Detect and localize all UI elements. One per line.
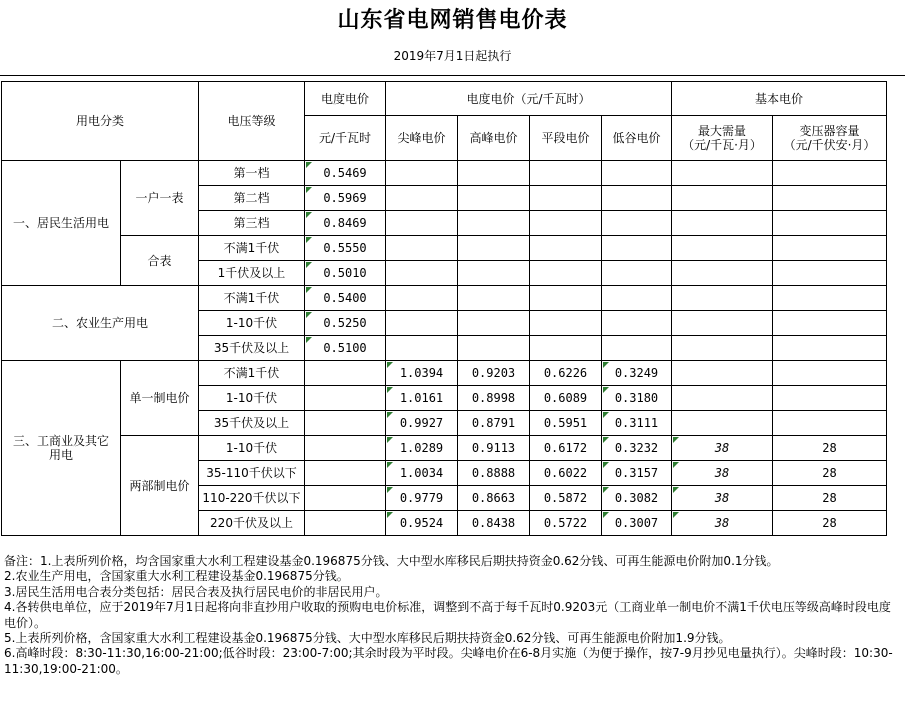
flat-price-cell: 0.6022 (530, 461, 602, 486)
category-commercial-label: 三、工商业及其它 (12, 434, 109, 448)
voltage-cell: 第二档 (199, 186, 305, 211)
valley-price-cell: 0.3157 (602, 461, 672, 486)
flat-price-cell: 0.6089 (530, 386, 602, 411)
peak-price-cell: 0.8663 (458, 486, 530, 511)
flat-price-cell: 0.6172 (530, 436, 602, 461)
header-tou-price: 电度电价（元/千瓦时） (386, 82, 672, 116)
capacity-cell: 28 (773, 486, 887, 511)
peak-price-cell: 0.9113 (458, 436, 530, 461)
voltage-cell: 不满1千伏 (199, 361, 305, 386)
sharp-price-cell: 1.0034 (386, 461, 458, 486)
voltage-cell: 第一档 (199, 161, 305, 186)
header-usage-category: 用电分类 (2, 82, 199, 161)
energy-price-cell: 0.5400 (305, 286, 386, 311)
table-row (2, 161, 887, 186)
voltage-cell: 1-10千伏 (199, 386, 305, 411)
valley-price-cell: 0.3007 (602, 511, 672, 536)
note-4: 4.各转供电单位，应于2019年7月1日起将向非直抄用户收取的预购电电价标准，调整到不高于每千瓦时0.9203元（工商业单一制电价不满1千伏电压等级高峰时段电度电价）。 (4, 600, 891, 630)
header-transformer-label: 变压器容量 (799, 124, 860, 138)
max-demand-cell: 38 (672, 461, 773, 486)
flat-price-cell: 0.5951 (530, 411, 602, 436)
note-5: 5.上表所列价格，含国家重大水利工程建设基金0.196875分钱、大中型水库移民后期扶持资金0.62分钱、可再生能源电价附加1.9分钱。 (4, 631, 731, 646)
voltage-cell: 1-10千伏 (199, 311, 305, 336)
energy-price-cell: 0.5010 (305, 261, 386, 286)
note-6: 6.高峰时段：8:30-11:30,16:00-21:00;低谷时段：23:00-7:00;其余时段为平时段。尖峰电价在6-8月实施（为便于操作，按7-9月抄见电量执行）。尖峰时段：10:30-11:30,19:00-21:00。 (4, 646, 893, 676)
peak-price-cell: 0.8998 (458, 386, 530, 411)
capacity-cell: 28 (773, 436, 887, 461)
sharp-price-cell: 1.0394 (386, 361, 458, 386)
energy-price-cell: 0.5100 (305, 336, 386, 361)
sharp-price-cell: 0.9524 (386, 511, 458, 536)
header-max-demand-label: 最大需量 (697, 124, 746, 138)
notes (4, 554, 902, 677)
voltage-cell: 不满1千伏 (199, 286, 305, 311)
header-valley-price: 低谷电价 (602, 116, 672, 161)
category-agriculture: 二、农业生产用电 (2, 286, 199, 361)
flat-price-cell: 0.5722 (530, 511, 602, 536)
sharp-price-cell: 1.0289 (386, 436, 458, 461)
sharp-price-cell: 0.9927 (386, 411, 458, 436)
table-row (2, 361, 887, 386)
header-energy-price: 电度电价 (305, 82, 386, 116)
category-commercial (2, 361, 121, 536)
subcategory-single-rate: 单一制电价 (121, 361, 199, 436)
header-flat-price: 平段电价 (530, 116, 602, 161)
peak-price-cell: 0.8888 (458, 461, 530, 486)
header-max-demand-unit: （元/千瓦·月） (682, 138, 762, 152)
header-max-demand (672, 116, 773, 161)
header-transformer-unit: （元/千伏安·月） (783, 138, 876, 152)
sharp-price-cell: 0.9779 (386, 486, 458, 511)
energy-price-cell: 0.5250 (305, 311, 386, 336)
valley-price-cell: 0.3082 (602, 486, 672, 511)
voltage-cell: 35-110千伏以下 (199, 461, 305, 486)
max-demand-cell: 38 (672, 436, 773, 461)
effective-date: 2019年7月1日起执行 (393, 49, 512, 63)
note-1: 备注：1.上表所列价格，均含国家重大水利工程建设基金0.196875分钱、大中型水库移民后期扶持资金0.62分钱、可再生能源电价附加0.1分钱。 (4, 554, 779, 568)
note-2: 2.农业生产用电，含国家重大水利工程建设基金0.196875分钱。 (4, 569, 349, 584)
note-3: 3.居民生活用电合表分类包括：居民合表及执行居民电价的非居民用户。 (4, 584, 388, 599)
sharp-price-cell: 1.0161 (386, 386, 458, 411)
category-commercial-label-cont: 用电 (48, 448, 73, 462)
valley-price-cell: 0.3111 (602, 411, 672, 436)
flat-price-cell: 0.5872 (530, 486, 602, 511)
peak-price-cell: 0.8791 (458, 411, 530, 436)
header-basic-price: 基本电价 (672, 82, 887, 116)
energy-price-cell: 0.5550 (305, 236, 386, 261)
subcategory-two-part: 两部制电价 (121, 436, 199, 536)
valley-price-cell: 0.3232 (602, 436, 672, 461)
voltage-cell: 35千伏及以上 (199, 411, 305, 436)
divider (0, 75, 905, 76)
table-row (2, 436, 887, 461)
header-transformer-capacity (773, 116, 887, 161)
valley-price-cell: 0.3180 (602, 386, 672, 411)
header-sharp-price: 尖峰电价 (386, 116, 458, 161)
peak-price-cell: 0.9203 (458, 361, 530, 386)
energy-price-cell: 0.8469 (305, 211, 386, 236)
voltage-cell: 110-220千伏以下 (199, 486, 305, 511)
price-table (1, 81, 887, 536)
energy-price-cell: 0.5469 (305, 161, 386, 186)
subcategory-combined-meter: 合表 (121, 236, 199, 286)
capacity-cell: 28 (773, 461, 887, 486)
header-voltage-level: 电压等级 (199, 82, 305, 161)
voltage-cell: 不满1千伏 (199, 236, 305, 261)
peak-price-cell: 0.8438 (458, 511, 530, 536)
capacity-cell: 28 (773, 511, 887, 536)
header-energy-price-unit: 元/千瓦时 (305, 116, 386, 161)
category-residential: 一、居民生活用电 (2, 161, 121, 286)
header-peak-price: 高峰电价 (458, 116, 530, 161)
voltage-cell: 第三档 (199, 211, 305, 236)
max-demand-cell: 38 (672, 511, 773, 536)
table-row (2, 236, 887, 261)
valley-price-cell: 0.3249 (602, 361, 672, 386)
page-title: 山东省电网销售电价表 (337, 8, 568, 33)
voltage-cell: 1-10千伏 (199, 436, 305, 461)
voltage-cell: 35千伏及以上 (199, 336, 305, 361)
subcategory-single-meter: 一户一表 (121, 161, 199, 236)
table-row (2, 286, 887, 311)
flat-price-cell: 0.6226 (530, 361, 602, 386)
voltage-cell: 220千伏及以上 (199, 511, 305, 536)
max-demand-cell: 38 (672, 486, 773, 511)
energy-price-cell: 0.5969 (305, 186, 386, 211)
voltage-cell: 1千伏及以上 (199, 261, 305, 286)
